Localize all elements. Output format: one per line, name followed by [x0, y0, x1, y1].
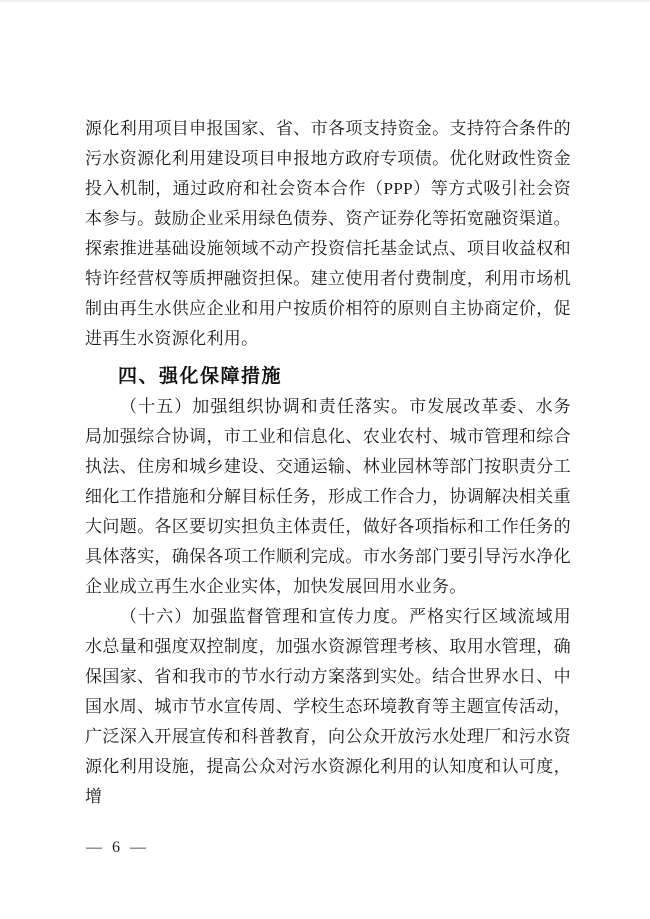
document-body	[85, 114, 571, 812]
paragraph-item-15-text: 市发展改革委、水务局加强综合协调，市工业和信息化、农业农村、城市管理和综合执法、住房和城乡建设、交通运输、林业园林等部门按职责分工细化工作措施和分解目标任务，形成工作合力，协调解决相关重大问题。各区要切实担负主体责任，做好各项指标和工作任务的具体落实，确保各项工作顺利完成。市水务部门要引导污水净化企业成立再生水企业实体，加快发展回用水业务。	[85, 397, 571, 596]
section-heading: 四、强化保障措施	[118, 366, 283, 387]
paragraph-item-15-lead: （十五）加强组织协调和责任落实。	[120, 397, 410, 416]
paragraph-item-16	[85, 602, 571, 812]
page-footer	[86, 838, 149, 858]
paragraph-item-16-text: 严格实行区域流域用水总量和强度双控制度，加强水资源管理考核、取用水管理，确保国家、省和我市的节水行动方案落到实处。结合世界水日、中国水周、城市节水宣传周、学校生态环境教育等主题宣传活动，广泛深入开展宣传和科普教育，向公众开放污水处理厂和污水资源化利用设施，提高公众对污水资源化利用的认知度和认可度，增	[85, 607, 571, 806]
scan-edge-artifact	[0, 0, 650, 2]
paragraph-item-15	[85, 392, 571, 602]
page-number: — 6 —	[86, 839, 149, 856]
paragraph-item-16-lead: （十六）加强监督管理和宣传力度。	[120, 607, 410, 626]
paragraph-continuation: 源化利用项目申报国家、省、市各项支持资金。支持符合条件的污水资源化利用建设项目申报地方政府专项债。优化财政性资金投入机制，通过政府和社会资本合作（PPP）等方式吸引社会资本参与。鼓励企业采用绿色债券、资产证券化等拓宽融资渠道。探索推进基础设施领域不动产投资信托基金试点、项目收益权和特许经营权等质押融资担保。建立使用者付费制度，利用市场机制由再生水供应企业和用户按质价相符的原则自主协商定价，促进再生水资源化利用。	[85, 119, 571, 348]
